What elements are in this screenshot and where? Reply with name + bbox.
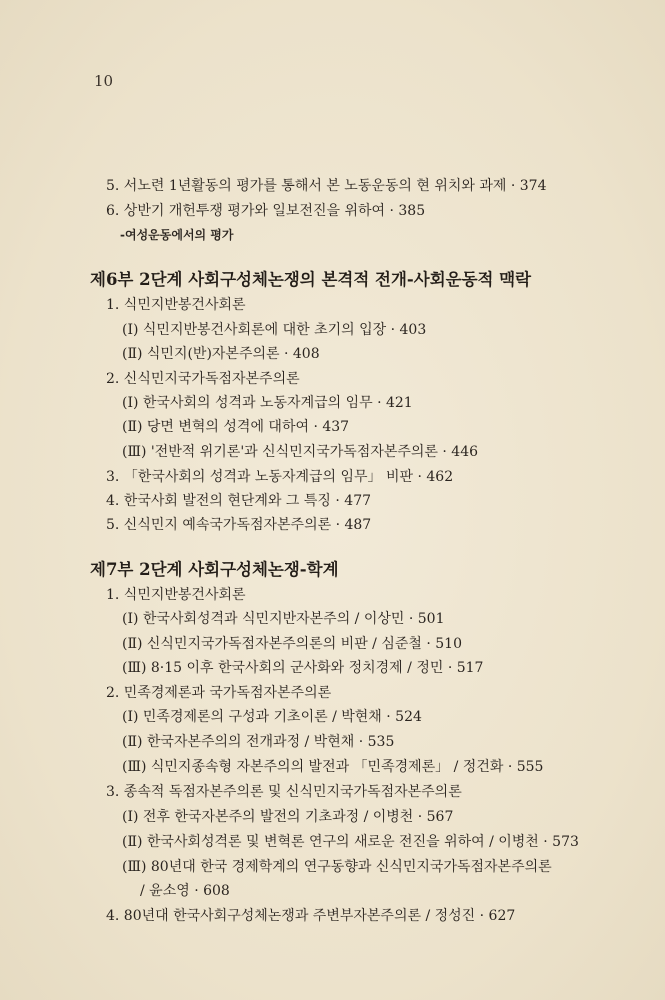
part-heading: 제6부 2단계 사회구성체논쟁의 본격적 전개-사회운동적 맥락 — [90, 270, 532, 289]
toc-continuation: / 윤소영 · 608 — [140, 883, 230, 899]
toc-item: 4. 한국사회 발전의 현단계와 그 특징 · 477 — [106, 493, 372, 509]
toc-item: 2. 민족경제론과 국가독점자본주의론 — [106, 685, 332, 701]
toc-item: 5. 서노련 1년활동의 평가를 통해서 본 노동운동의 현 위치와 과제 · 374 — [106, 178, 547, 194]
toc-subitem: (Ⅱ) 한국사회성격론 및 변혁론 연구의 새로운 전진을 위하여 / 이병천 · 573 — [122, 834, 579, 850]
toc-subitem: (Ⅰ) 전후 한국자본주의 발전의 기초과정 / 이병천 · 567 — [122, 809, 454, 825]
toc-item: 1. 식민지반봉건사회론 — [106, 297, 246, 313]
toc-subtitle: -여성운동에서의 평가 — [120, 228, 234, 242]
part-heading: 제7부 2단계 사회구성체논쟁-학계 — [90, 560, 339, 579]
toc-subitem: (Ⅱ) 신식민지국가독점자본주의론의 비판 / 심준철 · 510 — [122, 636, 462, 652]
toc-subitem: (Ⅰ) 한국사회성격과 식민지반자본주의 / 이상민 · 501 — [122, 611, 445, 627]
toc-item: 3. 「한국사회의 성격과 노동자계급의 임무」 비판 · 462 — [106, 469, 454, 485]
toc-subitem: (Ⅱ) 당면 변혁의 성격에 대하여 · 437 — [122, 419, 350, 435]
toc-subitem: (Ⅰ) 한국사회의 성격과 노동자계급의 임무 · 421 — [122, 395, 413, 411]
toc-subitem: (Ⅰ) 민족경제론의 구성과 기초이론 / 박현채 · 524 — [122, 709, 422, 725]
toc-subitem: (Ⅲ) '전반적 위기론'과 신식민지국가독점자본주의론 · 446 — [122, 444, 479, 460]
toc-subitem: (Ⅱ) 한국자본주의의 전개과정 / 박현채 · 535 — [122, 734, 395, 750]
toc-item: 6. 상반기 개헌투쟁 평가와 일보전진을 위하여 · 385 — [106, 203, 426, 219]
toc-subitem: (Ⅲ) 80년대 한국 경제학계의 연구동향과 신식민지국가독점자본주의론 — [122, 859, 552, 875]
toc-subitem: (Ⅰ) 식민지반봉건사회론에 대한 초기의 입장 · 403 — [122, 322, 427, 338]
toc-subitem: (Ⅲ) 8·15 이후 한국사회의 군사화와 정치경제 / 정민 · 517 — [122, 660, 484, 676]
toc-item: 1. 식민지반봉건사회론 — [106, 587, 246, 603]
toc-item: 2. 신식민지국가독점자본주의론 — [106, 371, 300, 387]
toc-subitem: (Ⅲ) 식민지종속형 자본주의의 발전과 「민족경제론」 / 정건화 · 555 — [122, 759, 544, 775]
toc-item: 5. 신식민지 예속국가독점자본주의론 · 487 — [106, 517, 372, 533]
toc-item: 3. 종속적 독점자본주의론 및 신식민지국가독점자본주의론 — [106, 784, 462, 800]
toc-subitem: (Ⅱ) 식민지(반)자본주의론 · 408 — [122, 346, 320, 362]
toc-item: 4. 80년대 한국사회구성체논쟁과 주변부자본주의론 / 정성진 · 627 — [106, 908, 516, 924]
page-number: 10 — [94, 72, 114, 90]
